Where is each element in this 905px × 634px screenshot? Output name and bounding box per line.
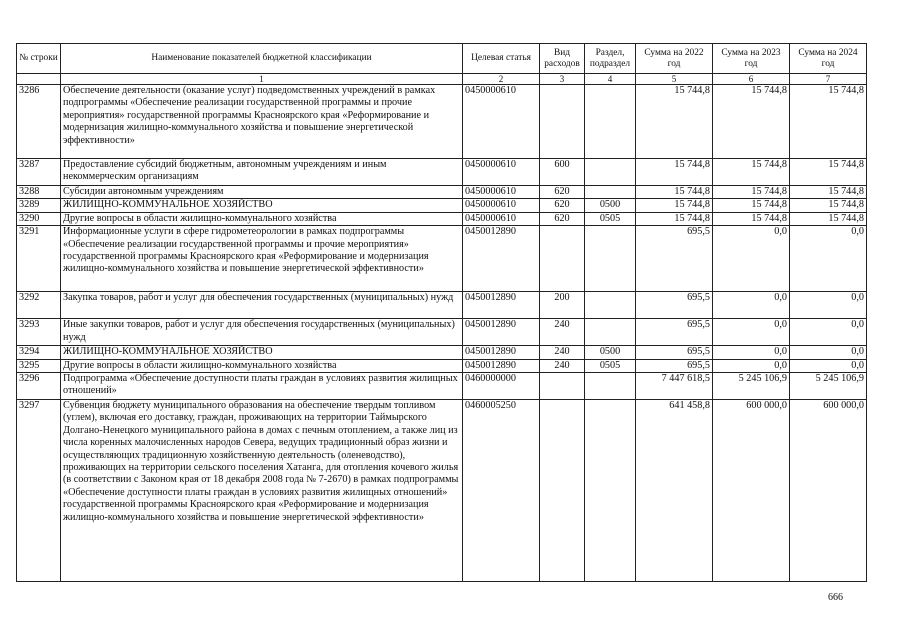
row-number: 3292 — [17, 292, 61, 319]
row-expense-kind — [540, 226, 585, 292]
table-row — [17, 400, 867, 582]
table-row — [17, 319, 867, 346]
table-row — [17, 346, 867, 359]
row-sum-2024: 15 744,8 — [790, 199, 867, 212]
row-section — [585, 373, 636, 400]
table-row — [17, 212, 867, 225]
row-name: ЖИЛИЩНО-КОММУНАЛЬНОЕ ХОЗЯЙСТВО — [61, 199, 463, 212]
row-section: 0505 — [585, 212, 636, 225]
row-sum-2023: 15 744,8 — [713, 199, 790, 212]
column-number: 4 — [585, 74, 636, 85]
row-number: 3297 — [17, 400, 61, 582]
row-target-article: 0450000610 — [463, 186, 540, 199]
row-number: 3295 — [17, 359, 61, 372]
table-row — [17, 186, 867, 199]
row-name: Подпрограмма «Обеспечение доступности платы граждан в условиях развития жилищных отношений» — [61, 373, 463, 400]
row-target-article: 0450000610 — [463, 199, 540, 212]
row-sum-2023: 0,0 — [713, 346, 790, 359]
row-name: Предоставление субсидий бюджетным, автономным учреждениям и иным некоммерческим организациям — [61, 159, 463, 186]
row-sum-2024: 0,0 — [790, 319, 867, 346]
row-sum-2024: 600 000,0 — [790, 400, 867, 582]
row-number: 3287 — [17, 159, 61, 186]
row-sum-2022: 695,5 — [636, 226, 713, 292]
row-number: 3294 — [17, 346, 61, 359]
row-name: Иные закупки товаров, работ и услуг для обеспечения государственных (муниципальных) нужд — [61, 319, 463, 346]
row-sum-2023: 5 245 106,9 — [713, 373, 790, 400]
row-expense-kind: 240 — [540, 346, 585, 359]
row-expense-kind: 620 — [540, 186, 585, 199]
page-number: 666 — [828, 592, 843, 603]
row-sum-2024: 5 245 106,9 — [790, 373, 867, 400]
row-sum-2022: 695,5 — [636, 346, 713, 359]
row-sum-2023: 600 000,0 — [713, 400, 790, 582]
row-sum-2023: 0,0 — [713, 292, 790, 319]
row-section — [585, 186, 636, 199]
row-number: 3289 — [17, 199, 61, 212]
row-target-article: 0460005250 — [463, 400, 540, 582]
column-number: 7 — [790, 74, 867, 85]
row-sum-2022: 695,5 — [636, 319, 713, 346]
row-name: Закупка товаров, работ и услуг для обеспечения государственных (муниципальных) нужд — [61, 292, 463, 319]
row-expense-kind — [540, 85, 585, 159]
row-sum-2022: 15 744,8 — [636, 186, 713, 199]
header-expense-kind: Вид расходов — [540, 44, 585, 74]
row-name: Обеспечение деятельности (оказание услуг) подведомственных учреждений в рамках подпрограммы «Обеспечение реализации государственной программы и прочие мероприятия» государственной программы Красноярского края «Реформирование и модернизация жилищно-коммунального хозяйства и повышение энергетической эффективности» — [61, 85, 463, 159]
column-number: 6 — [713, 74, 790, 85]
row-sum-2023: 15 744,8 — [713, 186, 790, 199]
row-name: Информационные услуги в сфере гидрометеорологии в рамках подпрограммы «Обеспечение реализации государственной программы и прочие мероприятия» государственной программы Красноярского края «Реформирование и модернизация жилищно-коммунального хозяйства и повышение энергетической эффективности» — [61, 226, 463, 292]
row-name: Субвенция бюджету муниципального образования на обеспечение твердым топливом (углем), включая его доставку, граждан, проживающих на территории Таймырского Долгано-Ненецкого муниципального района в домах с печным отоплением, а также лиц из числа коренных малочисленных народов Севера, ведущих традиционный образ жизни и осуществляющих традиционную хозяйственную деятельность (оленеводство), проживающих на территории сельского поселения Хатанга, для отопления кочевого жилья (в соответствии с Законом края от 18 декабря 2008 года № 7-2670) в рамках подпрограммы «Обеспечение доступности платы граждан в условиях развития жилищных отношений» государственной программы Красноярского края «Реформирование и модернизация жилищно-коммунального хозяйства и повышение энергетической эффективности» — [61, 400, 463, 582]
column-number: 3 — [540, 74, 585, 85]
row-name: ЖИЛИЩНО-КОММУНАЛЬНОЕ ХОЗЯЙСТВО — [61, 346, 463, 359]
header-target-article: Целевая статья — [463, 44, 540, 74]
row-target-article: 0450012890 — [463, 359, 540, 372]
header-sum-2023: Сумма на 2023 год — [713, 44, 790, 74]
row-target-article: 0450000610 — [463, 159, 540, 186]
row-section — [585, 226, 636, 292]
row-name: Другие вопросы в области жилищно-коммунального хозяйства — [61, 212, 463, 225]
row-sum-2023: 0,0 — [713, 226, 790, 292]
row-target-article: 0450012890 — [463, 226, 540, 292]
row-name: Субсидии автономным учреждениям — [61, 186, 463, 199]
row-sum-2024: 15 744,8 — [790, 159, 867, 186]
row-section — [585, 400, 636, 582]
row-sum-2023: 15 744,8 — [713, 85, 790, 159]
row-number: 3290 — [17, 212, 61, 225]
row-expense-kind: 200 — [540, 292, 585, 319]
table-row — [17, 359, 867, 372]
row-sum-2022: 15 744,8 — [636, 159, 713, 186]
header-name: Наименование показателей бюджетной классификации — [61, 44, 463, 74]
row-expense-kind — [540, 373, 585, 400]
row-target-article: 0450012890 — [463, 346, 540, 359]
header-section: Раздел, подраздел — [585, 44, 636, 74]
row-sum-2023: 0,0 — [713, 319, 790, 346]
row-section: 0500 — [585, 199, 636, 212]
row-sum-2022: 641 458,8 — [636, 400, 713, 582]
row-target-article: 0450000610 — [463, 212, 540, 225]
column-number-row — [17, 74, 867, 85]
row-sum-2024: 0,0 — [790, 346, 867, 359]
table-row — [17, 199, 867, 212]
row-number: 3286 — [17, 85, 61, 159]
row-expense-kind — [540, 400, 585, 582]
row-number: 3291 — [17, 226, 61, 292]
row-sum-2024: 0,0 — [790, 226, 867, 292]
row-expense-kind: 620 — [540, 199, 585, 212]
row-expense-kind: 240 — [540, 359, 585, 372]
header-sum-2024: Сумма на 2024 год — [790, 44, 867, 74]
row-number: 3288 — [17, 186, 61, 199]
row-target-article: 0450012890 — [463, 292, 540, 319]
row-section — [585, 85, 636, 159]
row-section — [585, 292, 636, 319]
row-sum-2024: 0,0 — [790, 292, 867, 319]
row-expense-kind: 620 — [540, 212, 585, 225]
budget-table — [16, 43, 867, 582]
row-sum-2022: 15 744,8 — [636, 85, 713, 159]
row-sum-2024: 0,0 — [790, 359, 867, 372]
row-sum-2024: 15 744,8 — [790, 186, 867, 199]
row-sum-2024: 15 744,8 — [790, 212, 867, 225]
column-number: 2 — [463, 74, 540, 85]
row-section — [585, 319, 636, 346]
row-sum-2022: 695,5 — [636, 292, 713, 319]
row-number: 3293 — [17, 319, 61, 346]
row-name: Другие вопросы в области жилищно-коммунального хозяйства — [61, 359, 463, 372]
column-number: 5 — [636, 74, 713, 85]
row-target-article: 0460000000 — [463, 373, 540, 400]
row-sum-2022: 7 447 618,5 — [636, 373, 713, 400]
row-sum-2023: 15 744,8 — [713, 159, 790, 186]
column-number — [17, 74, 61, 85]
row-section: 0500 — [585, 346, 636, 359]
table-row — [17, 85, 867, 159]
row-expense-kind: 240 — [540, 319, 585, 346]
table-row — [17, 226, 867, 292]
row-sum-2022: 15 744,8 — [636, 199, 713, 212]
header-row-number: № строки — [17, 44, 61, 74]
row-sum-2024: 15 744,8 — [790, 85, 867, 159]
row-section: 0505 — [585, 359, 636, 372]
row-expense-kind: 600 — [540, 159, 585, 186]
column-number: 1 — [61, 74, 463, 85]
table-header-row — [17, 44, 867, 74]
row-sum-2022: 695,5 — [636, 359, 713, 372]
table-row — [17, 373, 867, 400]
row-number: 3296 — [17, 373, 61, 400]
row-target-article: 0450000610 — [463, 85, 540, 159]
table-row — [17, 292, 867, 319]
header-sum-2022: Сумма на 2022 год — [636, 44, 713, 74]
row-section — [585, 159, 636, 186]
row-sum-2023: 15 744,8 — [713, 212, 790, 225]
row-sum-2022: 15 744,8 — [636, 212, 713, 225]
row-target-article: 0450012890 — [463, 319, 540, 346]
table-row — [17, 159, 867, 186]
row-sum-2023: 0,0 — [713, 359, 790, 372]
